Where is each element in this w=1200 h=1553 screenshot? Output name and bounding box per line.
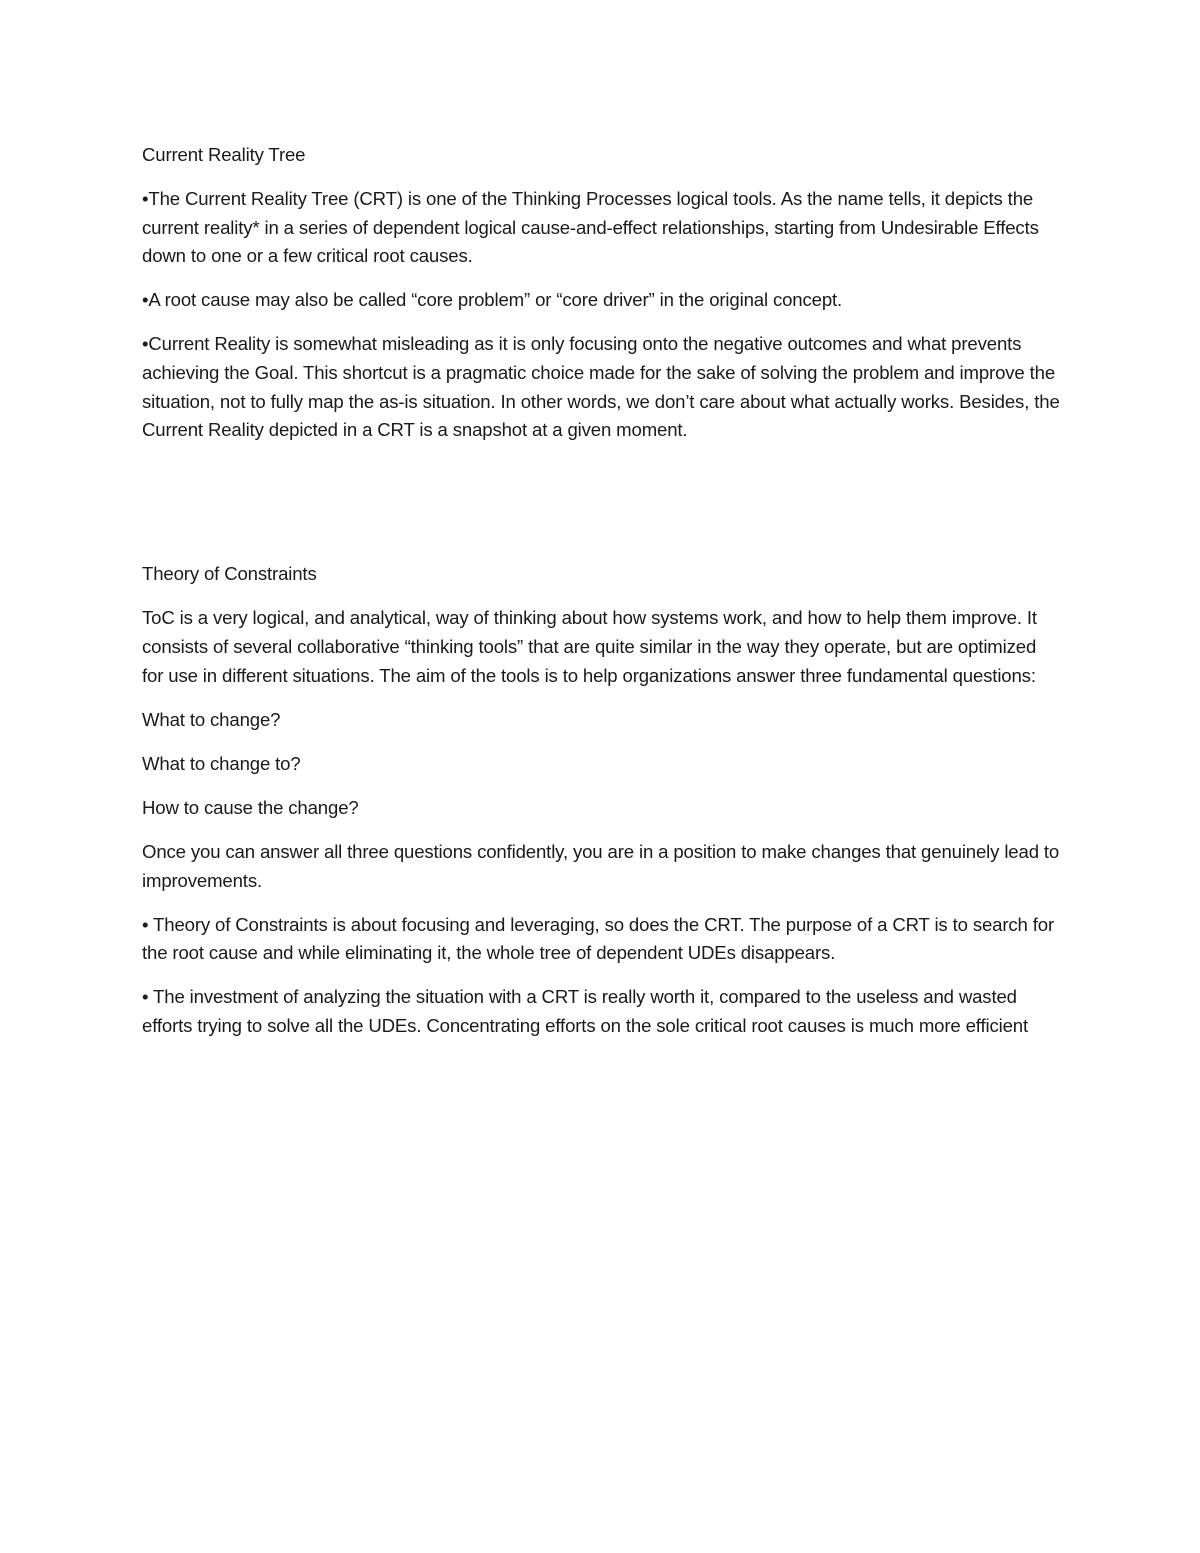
- section-spacer: [142, 460, 1062, 560]
- paragraph-crt-definition: •The Current Reality Tree (CRT) is one of the Thinking Processes logical tools. As the name tells, it depicts the current reality* in a series of dependent logical cause-and-effect relationships, starting from Undesirable Effects down to one or a few critical root causes.: [142, 188, 1039, 267]
- question-how-to-cause-change: How to cause the change?: [142, 796, 359, 818]
- section-heading-current-reality-tree: Current Reality Tree: [142, 144, 306, 165]
- paragraph-root-cause: •A root cause may also be called “core problem” or “core driver” in the original concept.: [142, 289, 843, 311]
- question-what-to-change: What to change?: [142, 708, 281, 730]
- paragraph-current-reality-note: •Current Reality is somewhat misleading as it is only focusing onto the negative outcomes and what prevents achieving the Goal. This shortcut is a pragmatic choice made for the sake of solving the problem and improve the situation, not to fully map the as-is situation. In other words, we don’t care about what actually works. Besides, the Current Reality depicted in a CRT is a snapshot at a given moment.: [142, 333, 1060, 441]
- paragraph-investment: • The investment of analyzing the situation with a CRT is really worth it, compared to the useless and wasted efforts trying to solve all the UDEs. Concentrating efforts on the sole critical root causes is much more efficient: [142, 986, 1028, 1036]
- paragraph-focusing-leveraging: • Theory of Constraints is about focusing and leveraging, so does the CRT. The purpose of a CRT is to search for the root cause and while eliminating it, the whole tree of dependent UDEs disappears.: [142, 913, 1054, 964]
- question-what-to-change-to: What to change to?: [142, 752, 301, 774]
- section-heading-theory-of-constraints: Theory of Constraints: [142, 563, 317, 585]
- paragraph-toc-definition: ToC is a very logical, and analytical, way of thinking about how systems work, and how to help them improve. It consists of several collaborative “thinking tools” that are quite similar in the way they operate, but are optimized for use in different situations. The aim of the tools is to help organizations answer three fundamental questions:: [142, 607, 1037, 686]
- document-body: [142, 141, 1062, 1056]
- paragraph-answer-questions: Once you can answer all three questions confidently, you are in a position to make changes that genuinely lead to improvements.: [142, 841, 1060, 891]
